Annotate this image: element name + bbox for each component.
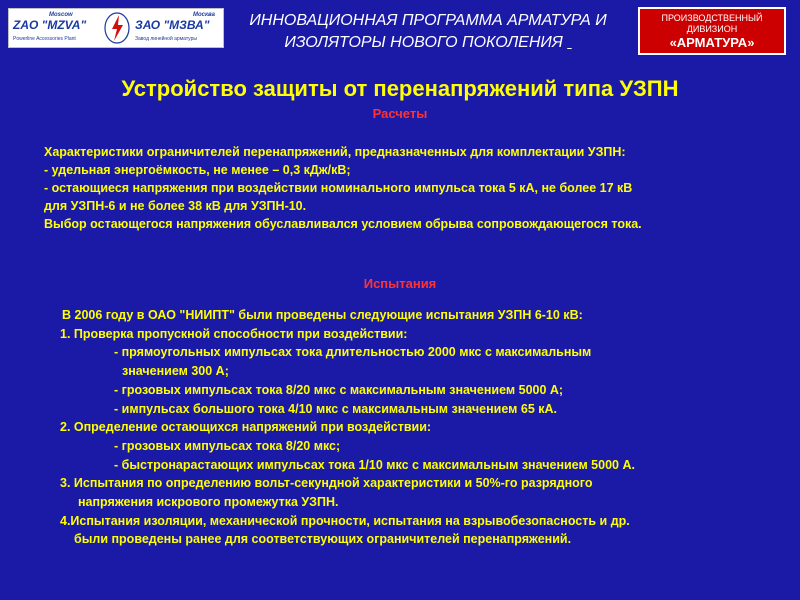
- tests-line: - импульсах большого тока 4/10 мкс с максимальным значением 65 кА.: [114, 401, 557, 416]
- tests-line: - быстронарастающих импульсах тока 1/10 мкс с максимальным значением 5000 А.: [114, 457, 635, 472]
- company-logo: [8, 8, 224, 48]
- calculations-text: [44, 143, 794, 233]
- logo-name-latin: ZAO "MZVA": [13, 18, 87, 32]
- logo-city-cyrillic: Москва: [193, 12, 215, 18]
- division-line-2: ДИВИЗИОН: [686, 24, 738, 34]
- logo-latin: [9, 9, 101, 47]
- logo-cyrillic: [131, 9, 223, 47]
- program-title-line-2-text: ИЗОЛЯТОРЫ НОВОГО ПОКОЛЕНИЯ: [284, 34, 563, 51]
- division-line-1: ПРОИЗВОДСТВЕННЫЙ: [661, 13, 763, 23]
- program-title-line-1: ИННОВАЦИОННАЯ ПРОГРАММА АРМАТУРА И: [249, 12, 607, 29]
- tests-line: - грозовых импульсах тока 8/20 мкс;: [114, 438, 341, 453]
- tests-line: - прямоугольных импульсах тока длительностью 2000 мкс с максимальным: [114, 345, 592, 360]
- calc-line: Выбор остающегося напряжения обуславливался условием обрыва сопровождающегося тока.: [44, 217, 642, 231]
- program-title: [228, 10, 628, 54]
- tests-line: 1. Проверка пропускной способности при воздействии:: [60, 326, 408, 341]
- division-badge: [638, 7, 786, 55]
- tests-line: были проведены ранее для соответствующих ограничителей перенапряжений.: [74, 532, 572, 547]
- logo-sub-latin: Powerline Accessories Plant: [13, 36, 76, 42]
- calculations-heading: Расчеты: [372, 106, 428, 121]
- tests-line: напряжения искрового промежутка УЗПН.: [78, 495, 339, 510]
- tests-line: 2. Определение остающихся напряжений при воздействии:: [60, 420, 432, 435]
- lightning-emblem-icon: [104, 12, 130, 44]
- tests-line: - грозовых импульсах тока 8/20 мкс с максимальным значением 5000 А;: [114, 382, 564, 397]
- logo-name-cyrillic: ЗАО "МЗВА": [135, 18, 210, 32]
- calc-line: для УЗПН-6 и не более 38 кВ для УЗПН-10.: [44, 199, 307, 213]
- tests-line: В 2006 году в ОАО "НИИПТ" были проведены следующие испытания УЗПН 6-10 кВ:: [62, 308, 583, 322]
- tests-line: 4.Испытания изоляции, механической прочности, испытания на взрывобезопасность и др.: [60, 513, 630, 528]
- calc-line: Характеристики ограничителей перенапряжений, предназначенных для комплектации УЗПН:: [44, 145, 626, 159]
- slide-title: Устройство защиты от перенапряжений типа УЗПН: [121, 76, 679, 101]
- logo-sub-cyrillic: Завод линейной арматуры: [135, 36, 197, 42]
- calc-line: - удельная энергоёмкость, не менее – 0,3 кДж/кВ;: [44, 163, 351, 177]
- tests-line: 3. Испытания по определению вольт-секундной характеристики и 50%-го разрядного: [60, 476, 593, 491]
- tests-text: [62, 306, 792, 549]
- tests-heading: Испытания: [363, 276, 437, 291]
- program-title-line-2: [228, 32, 628, 54]
- tests-line: значением 300 А;: [122, 364, 229, 379]
- logo-city-latin: Moscow: [49, 12, 73, 18]
- calc-line: - остающиеся напряжения при воздействии номинального импульса тока 5 кА, не более 17 кВ: [44, 181, 633, 195]
- division-line-3: «АРМАТУРА»: [669, 35, 755, 50]
